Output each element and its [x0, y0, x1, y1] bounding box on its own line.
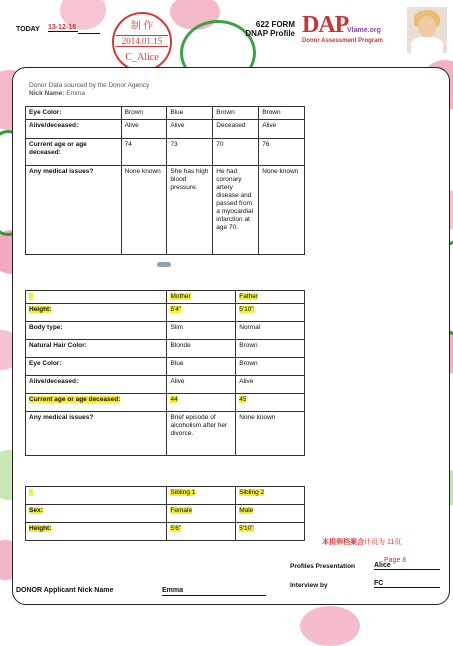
row-label: Eye Color: [26, 358, 167, 376]
header-cell-sibling-2: Sibling 2 [236, 487, 305, 505]
table-cell: Slim [167, 322, 236, 340]
row-label: Any medical issues? [26, 412, 167, 456]
table-row [26, 358, 305, 376]
row-label: Sex: [26, 505, 167, 523]
profile-panel [12, 67, 450, 605]
form-title-line1: 622 FORM [255, 20, 295, 29]
table-cell: 5'10" [236, 304, 305, 322]
table-row [26, 322, 305, 340]
table-header-row [26, 291, 305, 304]
table-cell: Brown [236, 358, 305, 376]
table-cell: Alive [236, 376, 305, 394]
nick-name-label: Nick Name: [29, 90, 65, 97]
table-cell: 73 [167, 139, 213, 166]
header-cell [26, 291, 167, 304]
approval-stamp [112, 12, 172, 72]
table-cell: None known [121, 166, 167, 255]
table-cell: 5'4" [167, 304, 236, 322]
table-row [26, 340, 305, 358]
today-label: TODAY [16, 26, 40, 33]
nick-name-line [29, 90, 85, 97]
table-cell: Brown [236, 340, 305, 358]
table-cell: 74 [121, 139, 167, 166]
grandparents-table [25, 106, 305, 255]
table-cell: Alive [167, 376, 236, 394]
donor-nick-name-value: Emma [162, 587, 266, 596]
row-label: Current age or age deceased: [26, 139, 122, 166]
row-label: Alive/deceased: [26, 120, 122, 139]
table-row [26, 120, 305, 139]
table-cell: None known [259, 166, 305, 255]
table-cell: Brown [259, 107, 305, 120]
row-label: Eye Color: [26, 107, 122, 120]
scroll-indicator[interactable] [157, 262, 171, 267]
table-cell: 5'10" [236, 523, 305, 541]
profiles-presentation-value: Alice [374, 562, 440, 570]
stamp-name: C_Alice [125, 52, 159, 63]
table-cell: Blonde [167, 340, 236, 358]
interview-by-value: FC [374, 580, 440, 588]
table-cell: 44 [167, 394, 236, 412]
table-cell: None known [236, 412, 305, 456]
table-cell: Blue [167, 107, 213, 120]
table-cell: Alive [167, 120, 213, 139]
table-row [26, 523, 305, 541]
table-cell: Brown [213, 107, 259, 120]
table-cell: He had coronary artery disease and passed from a myocardial infarction at age 70. [213, 166, 259, 255]
donor-nick-name-label: DONOR Applicant Nick Name [16, 587, 114, 594]
table-header-row [26, 487, 305, 505]
siblings-table [25, 486, 305, 541]
table-row [26, 304, 305, 322]
page-count-note-bold: 本捐卵档案合 [322, 539, 364, 546]
row-label: Height: [26, 304, 167, 322]
table-cell: 70 [213, 139, 259, 166]
source-line: Donor Data sourced by the Donor Agency [29, 82, 150, 89]
interview-by-label: Interview by [290, 582, 328, 589]
dap-logo: DAP [302, 12, 349, 38]
today-underline [78, 33, 100, 34]
table-cell: Alive [121, 120, 167, 139]
table-row [26, 505, 305, 523]
table-row [26, 107, 305, 120]
form-title-line2: DNAP Profile [245, 29, 295, 38]
header-cell-sibling-1: Sibling 1 [167, 487, 236, 505]
today-date: 13-12-18 [48, 24, 77, 31]
row-label: Current age or age deceased: [26, 394, 167, 412]
table-cell: 45 [236, 394, 305, 412]
page-header [0, 0, 453, 66]
table-row [26, 412, 305, 456]
table-row [26, 166, 305, 255]
stamp-top-text: 制 作 [130, 21, 154, 32]
table-row [26, 376, 305, 394]
page-count-note [322, 537, 401, 547]
row-label: Body type: [26, 322, 167, 340]
table-cell: Deceased [213, 120, 259, 139]
nick-name-value: Emma [66, 90, 85, 97]
dap-logo-subtitle: Donor Assessment Program [302, 38, 383, 44]
table-cell: Female [167, 505, 236, 523]
table-cell: Male [236, 505, 305, 523]
table-cell: She has high blood pressure. [167, 166, 213, 255]
table-cell: 76 [259, 139, 305, 166]
form-title [233, 20, 295, 38]
page-count-note-rest: 计页为 11页 [364, 539, 402, 546]
row-label: Height: [26, 523, 167, 541]
table-cell: Normal [236, 322, 305, 340]
row-label: Alive/deceased: [26, 376, 167, 394]
row-label: Natural Hair Color: [26, 340, 167, 358]
table-cell: Brief episode of alcoholism after her divorce. [167, 412, 236, 456]
row-label: Any medical issues? [26, 166, 122, 255]
table-cell: Blue [167, 358, 236, 376]
table-cell: Alive [259, 120, 305, 139]
dap-logo-url: Vlame.org [347, 27, 381, 34]
table-row [26, 394, 305, 412]
donor-photo [407, 7, 447, 53]
table-cell: 5'6" [167, 523, 236, 541]
table-row [26, 139, 305, 166]
stamp-date: 2014.01.15 [116, 35, 168, 47]
table-cell: Brown [121, 107, 167, 120]
header-cell [26, 487, 167, 505]
parents-table [25, 290, 305, 456]
header-cell-mother: Mother [167, 291, 236, 304]
profiles-presentation-label: Profiles Presentation [290, 563, 356, 570]
header-cell-father: Father [236, 291, 305, 304]
page-number: Page 8 [384, 557, 407, 564]
